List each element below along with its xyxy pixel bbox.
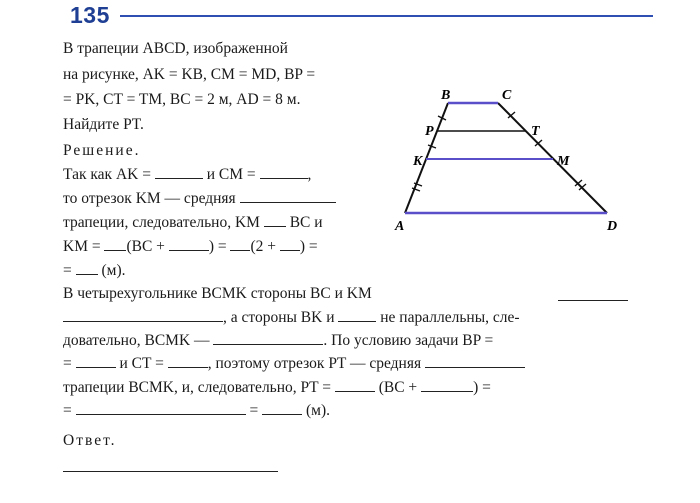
- label-p: P: [425, 124, 434, 139]
- problem-number: 135: [70, 2, 110, 28]
- label-k: K: [413, 154, 423, 169]
- answer-blank[interactable]: [262, 401, 302, 415]
- trapezoid-figure: [385, 85, 625, 235]
- solution-p2-line-4: = и CT = , поэтому отрезок PT — средняя: [63, 354, 525, 373]
- answer-blank[interactable]: [155, 165, 203, 179]
- solution-title: Решение.: [63, 142, 141, 159]
- equal-ticks: [412, 112, 586, 191]
- answer-blank[interactable]: [260, 165, 308, 179]
- label-t: T: [531, 124, 540, 139]
- answer-field[interactable]: [63, 458, 278, 472]
- header-rule: [120, 15, 653, 17]
- solution-line-2: то отрезок KM — средняя: [63, 189, 336, 208]
- solution-p2-line-5: трапеции BCMK, и, следовательно, PT = (BC + ) =: [63, 379, 491, 396]
- answer-blank[interactable]: [558, 287, 628, 301]
- label-a: A: [395, 219, 405, 234]
- answer-blank[interactable]: [421, 378, 473, 392]
- answer-blank[interactable]: [168, 354, 208, 368]
- solution-line-3: трапеции, следовательно, KM BC и: [63, 214, 323, 231]
- solution-line-4: KM = (BC + ) = (2 + ) =: [63, 238, 318, 255]
- label-m: M: [557, 154, 570, 169]
- answer-blank[interactable]: [280, 237, 300, 251]
- problem-line-3: = PK, CT = TM, BC = 2 м, AD = 8 м.: [63, 91, 301, 108]
- problem-line-4: Найдите PT.: [63, 116, 144, 133]
- answer-blank[interactable]: [230, 237, 250, 251]
- answer-blank[interactable]: [213, 331, 323, 345]
- solution-line-1: Так как AK = и CM = ,: [63, 166, 312, 183]
- answer-blank[interactable]: [240, 189, 336, 203]
- solution-p2-line-1: В четырехугольнике BCMK стороны BC и KM: [63, 285, 628, 303]
- answer-blank[interactable]: [63, 308, 223, 322]
- answer-blank[interactable]: [169, 237, 209, 251]
- answer-blank[interactable]: [104, 237, 126, 251]
- label-c: C: [502, 88, 512, 103]
- problem-line-1: В трапеции ABCD, изображенной: [63, 40, 288, 57]
- solution-p2-line-2: , а стороны BK и не параллельны, сле-: [63, 308, 520, 327]
- answer-blank[interactable]: [76, 401, 246, 415]
- solution-p2-line-6: = = (м).: [63, 402, 331, 419]
- answer-blank[interactable]: [425, 354, 525, 368]
- problem-header: [70, 2, 655, 28]
- solution-p2-line-3: довательно, BCMK — . По условию задачи BP =: [63, 332, 494, 349]
- answer-blank[interactable]: [335, 378, 375, 392]
- answer-label: Ответ.: [63, 432, 117, 449]
- label-d: D: [607, 219, 618, 234]
- solution-line-5: = (м).: [63, 262, 126, 279]
- label-b: B: [441, 88, 451, 103]
- answer-blank[interactable]: [338, 308, 376, 322]
- problem-line-2: на рисунке, AK = KB, CM = MD, BP =: [63, 66, 316, 83]
- answer-blank[interactable]: [264, 213, 286, 227]
- answer-blank[interactable]: [76, 261, 98, 275]
- answer-blank[interactable]: [76, 354, 116, 368]
